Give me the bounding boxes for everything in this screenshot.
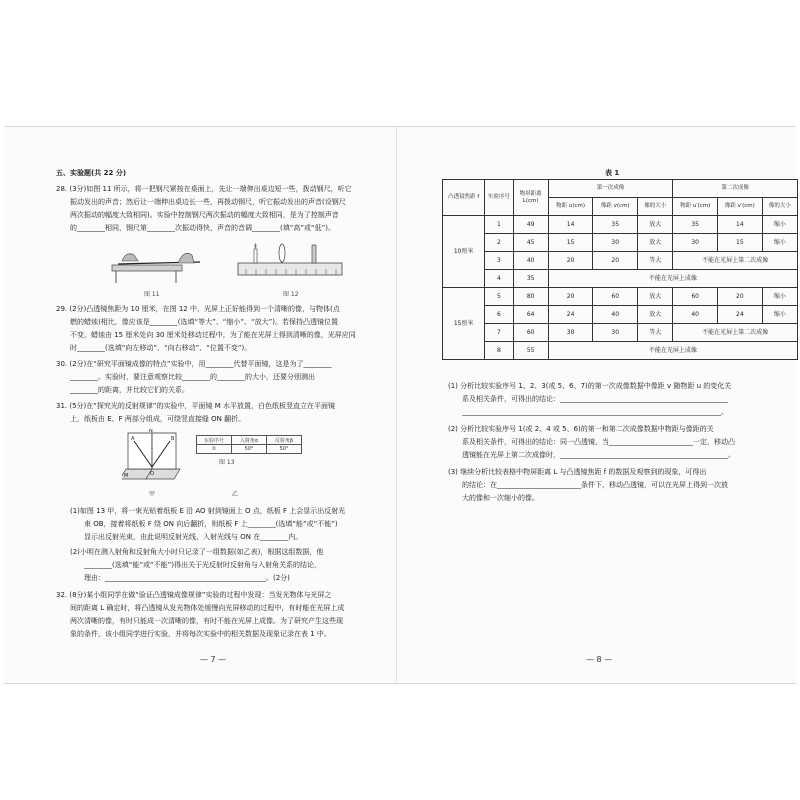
cell: 64 (513, 306, 548, 324)
cell: 60 (513, 324, 548, 342)
header-second-image: 第二次成像 (673, 180, 798, 198)
svg-text:A: A (131, 436, 135, 442)
table-row (443, 324, 798, 342)
svg-text:O: O (150, 471, 154, 477)
header-first-image: 第一次成像 (548, 180, 673, 198)
figure-12-optical-bench (236, 239, 346, 285)
cell: 20 (593, 252, 638, 270)
cell: 1 (485, 216, 513, 234)
svg-text:N: N (149, 429, 153, 434)
q31-sub2-line: 理由：______________________________________________。(2分) (84, 574, 290, 582)
q28-line: 28. (3分)如图 11 所示，将一把钢尺紧按在桌面上，先让一端伸出桌边短一些，拨动钢尺，听它 (56, 185, 352, 193)
q31-sub1-line: (1)如图 13 甲，将一束光贴着纸板 E 沿 AO 射到镜面上 O 点，纸板 F 上会显示出反射光 (70, 507, 346, 515)
exam-spread (4, 126, 796, 684)
q31-sub1-line: 显示出反射光束，由此说明反射光线、入射光线与 ON 在________内。 (84, 533, 303, 541)
cell-note: 不能在光屏上第二次成像 (673, 252, 798, 270)
cell: 缩小 (762, 234, 797, 252)
q28-line: 两次振动的幅度大致相同)。实验中控制钢尺两次振动的幅度大致相同，是为了控制声音 (70, 211, 339, 219)
mini-table-cell: ① (197, 445, 232, 454)
mini-table-header: 入射角α (232, 436, 267, 445)
cell: 30 (593, 324, 638, 342)
table-title: 表 1 (605, 169, 620, 177)
svg-text:M: M (124, 473, 129, 479)
page-fold (396, 126, 397, 682)
left-page (4, 127, 400, 683)
cell: 24 (718, 306, 763, 324)
q30-line: ________的距离，并比较它们的关系。 (70, 386, 189, 394)
cell: 80 (513, 288, 548, 306)
cell: 14 (548, 216, 593, 234)
figure-13-mini-table (196, 435, 302, 454)
q29-line: 29. (2分)凸透镜焦距为 10 厘米，在图 12 中，光屏上正好能得到一个清晰的像，与物体(点 (56, 305, 340, 313)
cell: 放大 (638, 234, 673, 252)
cell-note: 不能在光屏上成像 (548, 270, 797, 288)
focal-cell: 10厘米 (443, 216, 485, 288)
q31-line: 上，纸板由 E、F 两部分组成，可绕竖直接缝 ON 翻折。 (70, 415, 246, 423)
question-3-line: 的结论：在________________________条件下，移动凸透镜，可以在光屏上得到一次放 (462, 481, 728, 489)
section-title: 五、实验题(共 22 分) (56, 169, 127, 177)
cell: 7 (485, 324, 513, 342)
question-3-line: 大的像和一次缩小的像。 (462, 494, 539, 502)
cell: 40 (513, 252, 548, 270)
figure-13-caption: 图 13 (219, 459, 235, 466)
figure-13-reflection-diagram (122, 429, 184, 487)
cell: 缩小 (762, 216, 797, 234)
q29-line: 燃的蜡烛)相比，像应该是________(选填“等大”、“缩小”、“放大”)。若保持凸透镜位置 (70, 318, 338, 326)
header-size: 像的大小 (638, 198, 673, 216)
question-1-line: 系及相关条件，可得出的结论：________________________________________________ (462, 395, 728, 403)
q28-line: 的________相同，钢尺第________次振动得快，声音的音调________(填“高”或“低”)。 (70, 224, 335, 232)
q31-sub2-line: ________(选填“能”或“不能”)得出关于光反射时反射角与入射角关系的结论， (84, 561, 321, 569)
cell: 55 (513, 342, 548, 360)
question-1-line: __________________________________________________________________________。 (462, 408, 728, 416)
cell: 24 (548, 306, 593, 324)
cell: 4 (485, 270, 513, 288)
mini-table-cell: 50° (232, 445, 267, 454)
right-page (400, 127, 796, 683)
header-seq: 实验序号 (485, 180, 513, 216)
question-3-line: (3) 继续分析比较表格中物屏距离 L 与凸透镜焦距 f 的数据及观察到的现象，可得出 (448, 468, 707, 476)
header-u2: 物距 u′(cm) (673, 198, 718, 216)
cell: 放大 (638, 216, 673, 234)
cell-note: 不能在光屏上第二次成像 (673, 324, 798, 342)
table-row (443, 270, 798, 288)
cell: 3 (485, 252, 513, 270)
q32-line: 两次清晰的像，有时只能成一次清晰的像，有时不能在光屏上成像。为了研究产生这些现 (70, 617, 343, 625)
cell: 20 (548, 252, 593, 270)
figure-11-ruler-illustration (108, 239, 208, 285)
data-table-1 (442, 179, 798, 360)
q29-line: 时________(选填“向左移动”、“向右移动”、“位置不变”)。 (70, 344, 252, 352)
table-row (443, 216, 798, 234)
cell: 缩小 (762, 288, 797, 306)
cell: 60 (593, 288, 638, 306)
header-distance: 物屏距离 L(cm) (513, 180, 548, 216)
question-2-line: 透镜能在光屏上第二次成像时，________________________________________________。 (462, 451, 735, 459)
table-row (443, 234, 798, 252)
figure-11-caption: 图 11 (144, 291, 160, 298)
header-u: 物距 u(cm) (548, 198, 593, 216)
cell: 14 (718, 216, 763, 234)
cell: 45 (513, 234, 548, 252)
header-focal: 凸透镜焦距 f (443, 180, 485, 216)
cell: 8 (485, 342, 513, 360)
svg-text:B: B (171, 436, 175, 442)
cell: 35 (673, 216, 718, 234)
cell: 30 (593, 234, 638, 252)
q32-line: 象的条件，该小组同学进行实验，并将每次实验中的相关数据及现象记录在表 1 中。 (70, 630, 331, 638)
figure-12-caption: 图 12 (283, 291, 299, 298)
table-row (443, 252, 798, 270)
header-size2: 像的大小 (762, 198, 797, 216)
cell-note: 不能在光屏上成像 (548, 342, 797, 360)
cell: 放大 (638, 306, 673, 324)
cell: 5 (485, 288, 513, 306)
mini-table-cell: 50° (267, 445, 302, 454)
q31-sub1-line: 束 OB，接着将纸板 F 绕 ON 向后翻折，则纸板 F 上________(选填“能”或“不能”) (84, 520, 338, 528)
cell: 35 (593, 216, 638, 234)
cell: 2 (485, 234, 513, 252)
table-row (443, 342, 798, 360)
table-row (443, 306, 798, 324)
q30-line: 30. (2分)在“研究平面镜成像的特点”实验中，用________代替平面镜，这是为了________ (56, 360, 332, 368)
cell: 15 (718, 234, 763, 252)
q29-line: 不变，蜡烛由 15 厘米处向 30 厘米处移动过程中，为了能在光屏上得到清晰的像，光屏应同 (70, 331, 356, 339)
cell: 30 (548, 324, 593, 342)
figure-13-label-jia: 甲 (149, 491, 156, 498)
cell: 30 (673, 234, 718, 252)
cell: 缩小 (762, 306, 797, 324)
cell: 40 (593, 306, 638, 324)
mini-table-header: 反射角β (267, 436, 302, 445)
cell: 放大 (638, 288, 673, 306)
cell: 等大 (638, 324, 673, 342)
cell: 6 (485, 306, 513, 324)
q32-line: 32. (8分)某小组同学在做“验证凸透镜成像规律”实验的过程中发现：当发光物体与光屏之 (56, 591, 332, 599)
cell: 49 (513, 216, 548, 234)
q31-line: 31. (5分)在“探究光的反射规律”的实验中，平面镜 M 水平放置，白色纸板竖直立在平面镜 (56, 402, 336, 410)
q31-sub2-line: (2)小明在测入射角和反射角大小时只记录了一组数据(如乙表)，根据这组数据，他 (70, 548, 324, 556)
cell: 60 (673, 288, 718, 306)
cell: 40 (673, 306, 718, 324)
cell: 等大 (638, 252, 673, 270)
question-1-line: (1) 分析比较实验序号 1、2、3(或 5、6、7)的第一次成像数据中像距 v 随物距 u 的变化关 (448, 382, 732, 390)
q32-line: 间的距离 L 确定时，将凸透镜从发光物体处缓慢向光屏移动的过程中，有时能在光屏上成 (70, 604, 345, 612)
page-number-left: — 7 — (200, 655, 227, 664)
header-v: 像距 v(cm) (593, 198, 638, 216)
q30-line: ________。实验时，要注意观察比较________的________的大小，还要分别测出 (70, 373, 315, 381)
header-v2: 像距 v′(cm) (718, 198, 763, 216)
mini-table-header: 实验序号 (197, 436, 232, 445)
cell: 20 (718, 288, 763, 306)
cell: 35 (513, 270, 548, 288)
cell: 15 (548, 234, 593, 252)
table-row (443, 288, 798, 306)
page-number-right: — 8 — (586, 655, 613, 664)
q28-line: 振动发出的声音；然后让一端伸出桌边长一些，再拨动钢尺，听它振动发出的声音(设钢尺 (70, 198, 346, 206)
cell: 20 (548, 288, 593, 306)
focal-cell: 15厘米 (443, 288, 485, 360)
question-2-line: (2) 分析比较实验序号 1(或 2、4 或 5、6)的第一和第二次成像数据中物距与像距的关 (448, 425, 714, 433)
figure-13-label-yi: 乙 (232, 491, 239, 498)
question-2-line: 系及相关条件，可得出的结论：同一凸透镜，当________________________一定，移动凸 (462, 438, 735, 446)
